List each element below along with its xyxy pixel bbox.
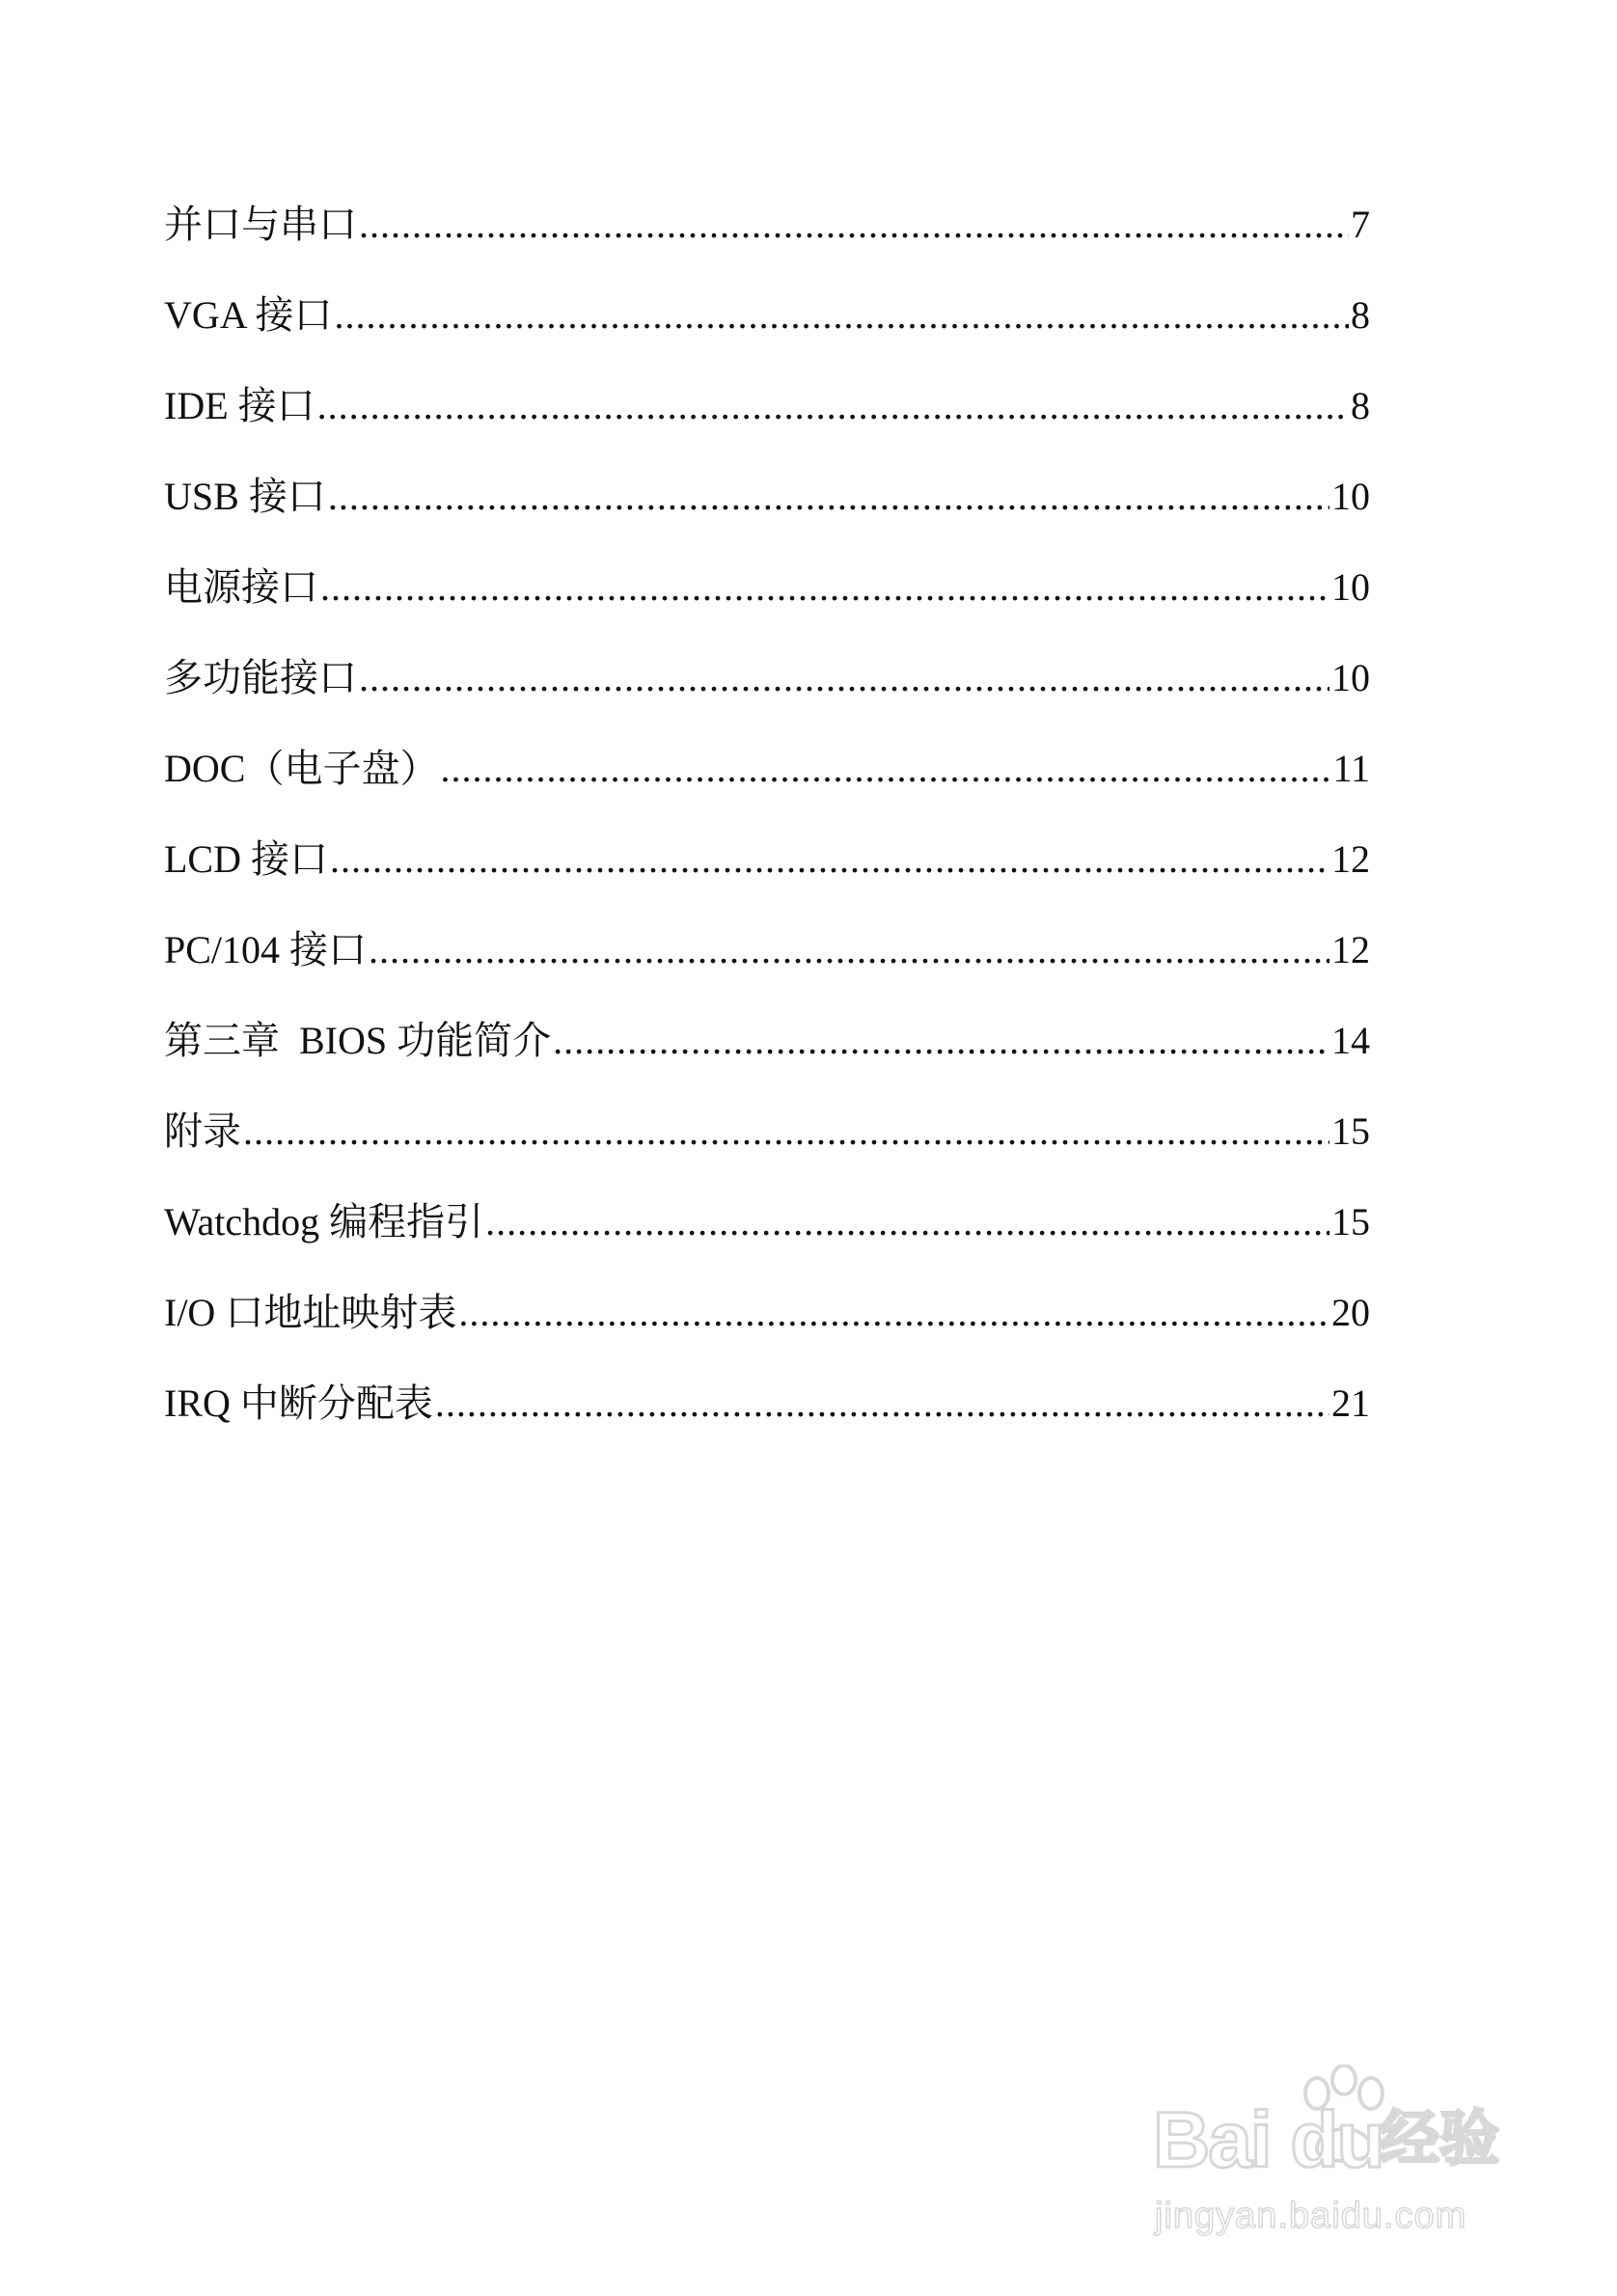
toc-entry[interactable]: [164, 814, 1370, 905]
toc-entry-title: PC/104 接口: [164, 928, 368, 971]
watermark-url: jingyan.baidu.com: [1155, 2196, 1467, 2236]
toc-entry-title: 第三章 BIOS 功能简介: [164, 1019, 552, 1062]
toc-dot-leader: [553, 996, 1329, 1086]
toc-entry-title: Watchdog 编程指引: [164, 1200, 484, 1244]
toc-entry-page: 15: [1331, 1200, 1370, 1244]
toc-entry-title: 并口与串口: [164, 203, 357, 246]
toc-dot-leader: [440, 724, 1330, 814]
toc-entry-page: 11: [1332, 747, 1370, 790]
toc-dot-leader: [435, 1358, 1329, 1449]
toc-entry-title: USB 接口: [164, 475, 326, 518]
toc-entry-page: 10: [1331, 565, 1370, 609]
toc-dot-leader: [330, 814, 1329, 905]
toc-entry-page: 20: [1331, 1291, 1370, 1334]
toc-entry[interactable]: [164, 633, 1370, 724]
watermark-cn-text: 经验: [1380, 2103, 1500, 2173]
toc-dot-leader: [359, 633, 1329, 724]
toc-entry-title: 电源接口: [164, 565, 318, 609]
toc-entry[interactable]: [164, 179, 1370, 270]
toc-entry-page: 12: [1331, 928, 1370, 971]
toc-entry[interactable]: [164, 451, 1370, 542]
toc-dot-leader: [359, 179, 1349, 270]
toc-entry[interactable]: [164, 542, 1370, 633]
toc-entry-page: 7: [1351, 203, 1370, 246]
toc-entry-title: IDE 接口: [164, 384, 315, 427]
table-of-contents: [164, 179, 1370, 1449]
toc-dot-leader: [458, 1268, 1329, 1358]
toc-entry-title: 多功能接口: [164, 656, 357, 699]
toc-dot-leader: [317, 361, 1349, 451]
toc-entry[interactable]: [164, 905, 1370, 996]
watermark-logo-text: Bai du: [1153, 2096, 1384, 2184]
toc-entry-page: 15: [1331, 1109, 1370, 1153]
toc-entry[interactable]: [164, 270, 1370, 361]
toc-entry[interactable]: [164, 1177, 1370, 1268]
toc-dot-leader: [320, 542, 1329, 633]
toc-entry[interactable]: [164, 1086, 1370, 1177]
toc-entry[interactable]: [164, 724, 1370, 814]
toc-dot-leader: [243, 1086, 1329, 1177]
toc-entry-page: 21: [1331, 1381, 1370, 1425]
toc-entry-page: 10: [1331, 475, 1370, 518]
toc-dot-leader: [328, 451, 1329, 542]
toc-dot-leader: [369, 905, 1329, 996]
baidu-jingyan-watermark: [1153, 2064, 1539, 2257]
toc-entry-title: DOC（电子盘）: [164, 747, 439, 790]
toc-entry-title: IRQ 中断分配表: [164, 1381, 433, 1425]
toc-entry-title: I/O 口地址映射表: [164, 1291, 457, 1334]
toc-entry-title: 附录: [164, 1109, 241, 1153]
toc-entry-page: 12: [1331, 837, 1370, 881]
toc-entry[interactable]: [164, 1268, 1370, 1358]
toc-dot-leader: [334, 270, 1349, 361]
toc-entry-page: 14: [1331, 1019, 1370, 1062]
toc-entry[interactable]: [164, 996, 1370, 1086]
toc-dot-leader: [485, 1177, 1329, 1268]
toc-entry-page: 8: [1351, 293, 1370, 337]
toc-entry-title: LCD 接口: [164, 837, 328, 881]
toc-entry-title: VGA 接口: [164, 293, 333, 337]
toc-entry[interactable]: [164, 1358, 1370, 1449]
toc-entry-page: 10: [1331, 656, 1370, 699]
toc-entry-page: 8: [1351, 384, 1370, 427]
toc-entry[interactable]: [164, 361, 1370, 451]
